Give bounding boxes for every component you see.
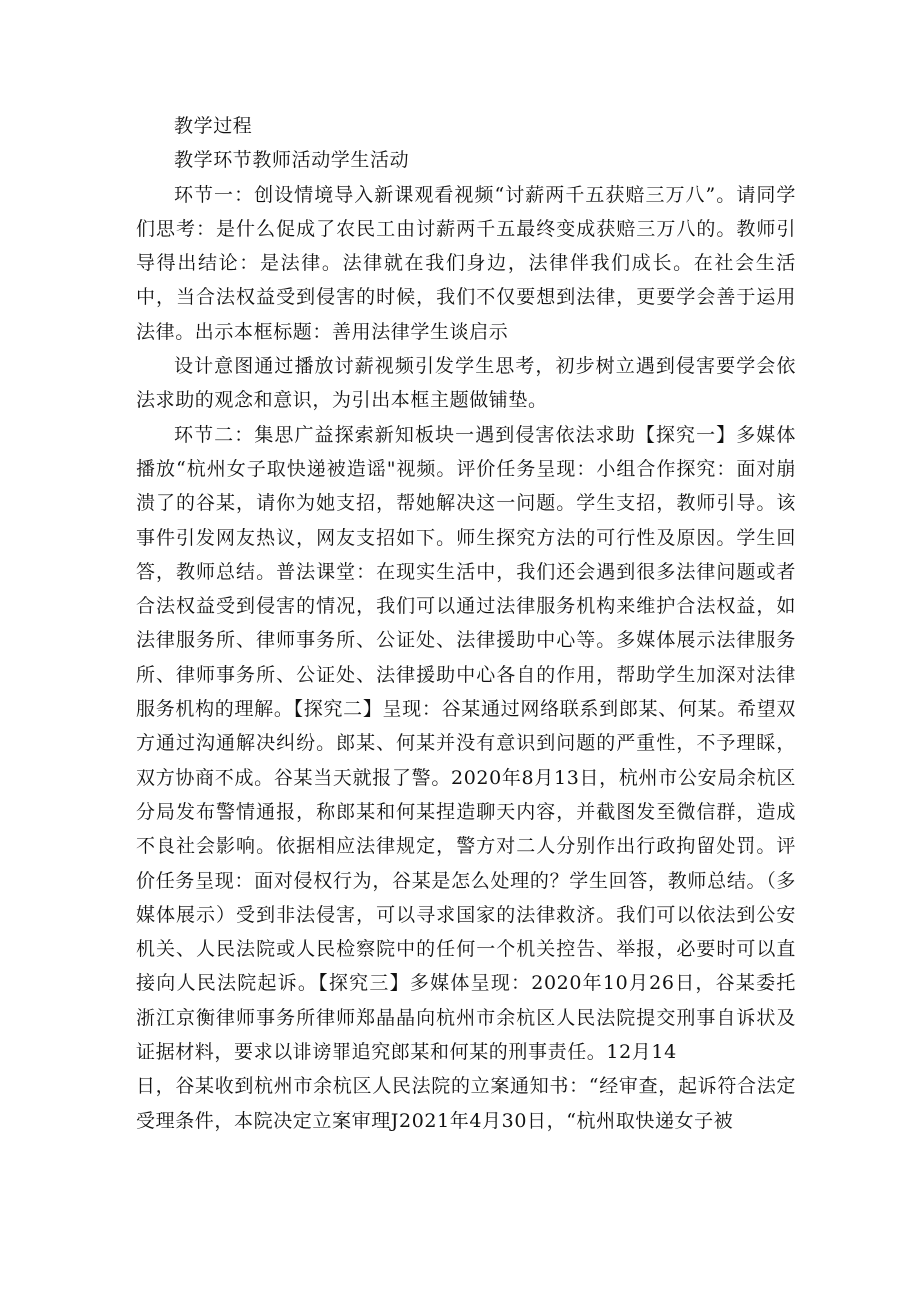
document-body <box>136 109 796 1138</box>
paragraph-stage-two: 环节二：集思广益探索新知板块一遇到侵害依法求助【探究一】多媒体播放“杭州女子取快递被造谣"视频。评价任务呈现：小组合作探究：面对崩溃了的谷某，请你为她支招，帮她解决这一问题。学生支招，教师引导。该事件引发网友热议，网友支招如下。师生探究方法的可行性及原因。学生回答，教师总结。普法课堂：在现实生活中，我们还会遇到很多法律问题或者合法权益受到侵害的情况，我们可以通过法律服务机构来维护合法权益，如法律服务所、律师事务所、公证处、法律援助中心等。多媒体展示法律服务所、律师事务所、公证处、法律援助中心各自的作用，帮助学生加深对法律服务机构的理解。【探究二】呈现：谷某通过网络联系到郎某、何某。希望双方通过沟通解决纠纷。郎某、何某并没有意识到问题的严重性，不予理睬，双方协商不成。谷某当天就报了警。2020年8月13日，杭州市公安局余杭区分局发布警情通报，称郎某和何某捏造聊天内容，并截图发至微信群，造成不良社会影响。依据相应法律规定，警方对二人分别作出行政拘留处罚。评价任务呈现：面对侵权行为，谷某是怎么处理的？学生回答，教师总结。（多媒体展示）受到非法侵害，可以寻求国家的法律救济。我们可以依法到公安机关、人民法院或人民检察院中的任何一个机关控告、举报，必要时可以直接向人民法院起诉。【探究三】多媒体呈现：2020年10月26日，谷某委托浙江京衡律师事务所律师郑晶晶向杭州市余杭区人民法院提交刑事自诉状及证据材料，要求以诽谤罪追究郎某和何某的刑事责任。12月14 <box>136 423 796 1064</box>
paragraph-stage-one: 环节一：创设情境导入新课观看视频“讨薪两千五获赔三万八”。请同学们思考：是什么促成了农民工由讨薪两千五最终变成获赔三万八的。教师引导得出结论：是法律。法律就在我们身边，法律伴我们成长。在社会生活中，当合法权益受到侵害的时候，我们不仅要想到法律，更要学会善于运用法律。出示本框标题：善用法律学生谈启示 <box>136 183 796 343</box>
section-heading-teaching-process: 教学过程 <box>174 115 253 137</box>
paragraph-continuation: 日，谷某收到杭州市余杭区人民法院的立案通知书：“经审查，起诉符合法定受理条件，本院决定立案审理J2021年4月30日，“杭州取快递女子被 <box>136 1075 796 1132</box>
table-header-row: 教学环节教师活动学生活动 <box>174 149 410 172</box>
paragraph-design-intent: 设计意图通过播放讨薪视频引发学生思考，初步树立遇到侵害要学会依法求助的观念和意识，为引出本框主题做铺垫。 <box>136 355 796 412</box>
